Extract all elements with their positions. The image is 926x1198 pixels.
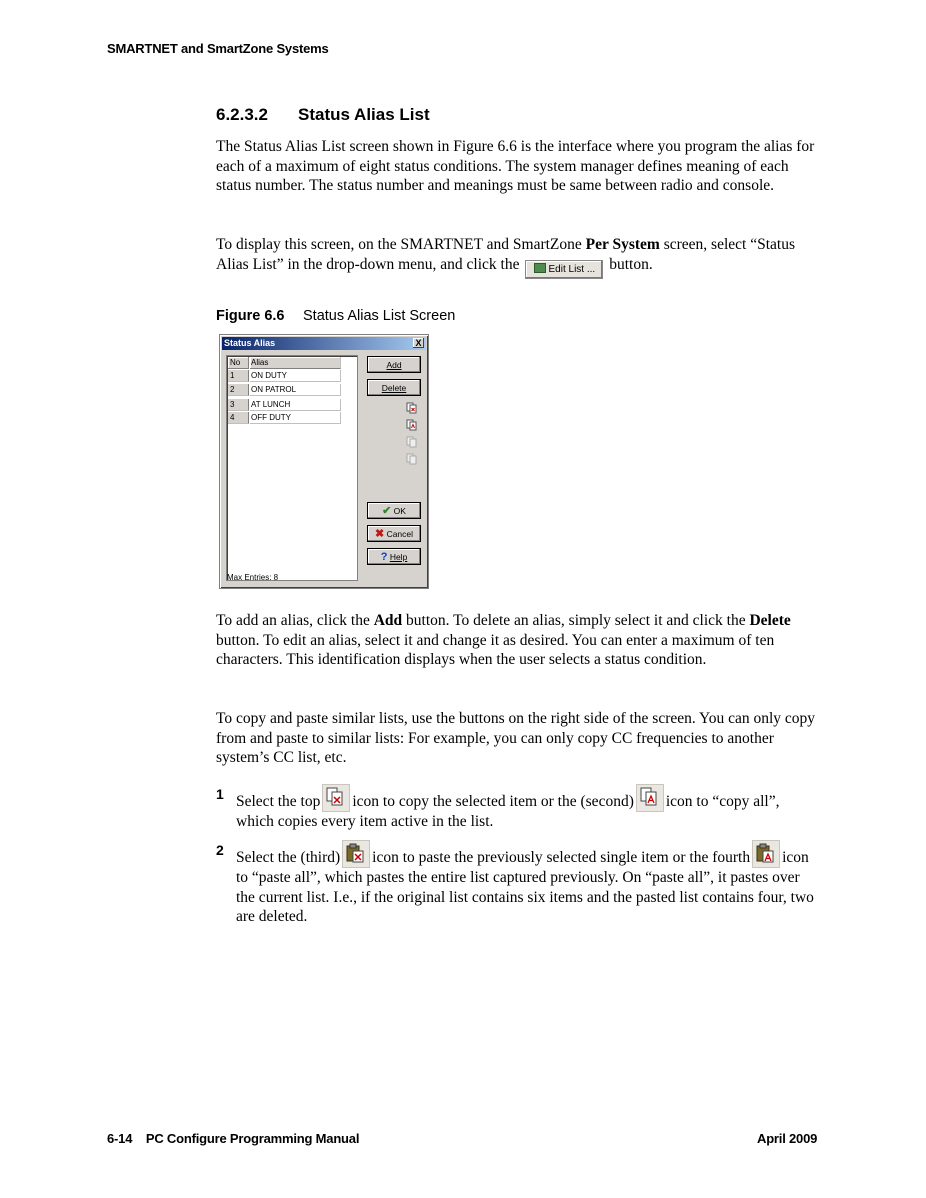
step-text <box>236 784 816 832</box>
step-text-b: icon to paste the previously selected single item or the fourth <box>372 849 751 866</box>
ok-button[interactable] <box>367 502 421 519</box>
alias-cell[interactable]: OFF DUTY <box>250 412 341 424</box>
add-button[interactable] <box>367 356 421 373</box>
display-paragraph <box>216 235 816 279</box>
row-number: 3 <box>228 399 249 411</box>
window-title-bar <box>222 337 426 350</box>
cancel-button[interactable] <box>367 525 421 542</box>
copy-icon[interactable] <box>406 402 418 414</box>
column-header-alias[interactable]: Alias <box>250 357 341 369</box>
step-number: 2 <box>216 842 224 858</box>
intro-paragraph: The Status Alias List screen shown in Figure 6.6 is the interface where you program the alias for each of a maximum of eight status conditions. The system manager defines meaning of each status number. The status number and meanings must be same between radio and console. <box>216 138 815 195</box>
section-number: 6.2.3.2 <box>216 105 268 124</box>
status-alias-window <box>219 334 429 589</box>
paste-all-icon[interactable] <box>406 453 418 465</box>
close-icon[interactable]: X <box>413 338 424 348</box>
edit-list-label: Edit List ... <box>548 263 596 275</box>
max-entries-status: Max Entries: 8 <box>227 573 279 582</box>
window-title: Status Alias <box>224 338 276 348</box>
add-text-bold-delete: Delete <box>749 612 791 629</box>
add-text-b: button. To delete an alias, simply select it and click the <box>402 612 750 629</box>
column-header-no[interactable]: No <box>228 357 249 369</box>
paste-icon <box>342 840 370 868</box>
delete-button-label: Delete <box>381 383 407 393</box>
step-number: 1 <box>216 786 224 802</box>
check-icon: ✔ <box>382 505 392 517</box>
figure-caption <box>216 308 455 324</box>
alias-cell[interactable]: ON PATROL <box>250 384 341 396</box>
copy-icon <box>322 784 350 812</box>
step-text-a: Select the top <box>236 793 321 810</box>
alias-grid[interactable] <box>226 355 358 581</box>
alias-cell[interactable]: ON DUTY <box>250 370 341 382</box>
row-number: 4 <box>228 412 249 424</box>
alias-cell[interactable]: AT LUNCH <box>250 399 341 411</box>
step-text-b: icon to copy the selected item or the (second) <box>352 793 634 810</box>
copy-all-icon[interactable] <box>406 419 418 431</box>
edit-list-button <box>525 260 603 279</box>
row-number: 1 <box>228 370 249 382</box>
footer-left: 6-14 PC Configure Programming Manual <box>107 1131 360 1146</box>
paste-icon[interactable] <box>406 436 418 448</box>
step-text-c: icon to “copy all”, which copies every item active in the list. <box>236 793 780 830</box>
copy-paragraph: To copy and paste similar lists, use the buttons on the right side of the screen. You can only copy from and paste to similar lists: For example, you can only copy CC frequencies to another system’s CC list, etc. <box>216 710 816 767</box>
figure-title: Status Alias List Screen <box>303 308 456 324</box>
figure-label: Figure 6.6 <box>216 308 285 324</box>
x-icon: ✖ <box>374 528 385 540</box>
list-icon <box>534 263 546 273</box>
add-button-label: Add <box>386 360 402 370</box>
add-text-bold-add: Add <box>373 612 403 629</box>
copy-all-icon <box>636 784 664 812</box>
display-text-b: screen, select “Status Alias List” in the drop-down menu, and click the <box>216 236 795 273</box>
delete-button[interactable] <box>367 379 421 396</box>
cancel-button-label: Cancel <box>386 529 414 539</box>
add-text-c: button. To edit an alias, select it and change it as desired. You can enter a maximum of ten characters. This identification displays when the user selects a status condition. <box>216 631 775 669</box>
add-text-a: To add an alias, click the <box>216 612 374 629</box>
footer-right: April 2009 <box>757 1131 818 1146</box>
help-icon: ? <box>380 551 388 563</box>
running-header: SMARTNET and SmartZone Systems <box>107 41 329 56</box>
help-button-label: Help <box>389 552 408 562</box>
step-text <box>236 840 816 927</box>
section-heading <box>216 105 430 125</box>
step-text-c: icon to “paste all”, which pastes the entire list captured previously. On “paste all”, it pastes over the current list. I.e., if the original list contains six items and the pasted list contains four, two are deleted. <box>236 849 814 926</box>
step-text-a: Select the (third) <box>236 849 341 866</box>
section-title: Status Alias List <box>298 105 430 124</box>
display-text-a: To display this screen, on the SMARTNET and SmartZone <box>216 236 586 253</box>
ok-button-label: OK <box>393 506 406 516</box>
row-number: 2 <box>228 384 249 396</box>
display-text-bold: Per System <box>585 236 660 253</box>
add-paragraph <box>216 611 816 670</box>
help-button[interactable] <box>367 548 421 565</box>
display-text-c: button. <box>609 255 653 273</box>
paste-all-icon <box>752 840 780 868</box>
